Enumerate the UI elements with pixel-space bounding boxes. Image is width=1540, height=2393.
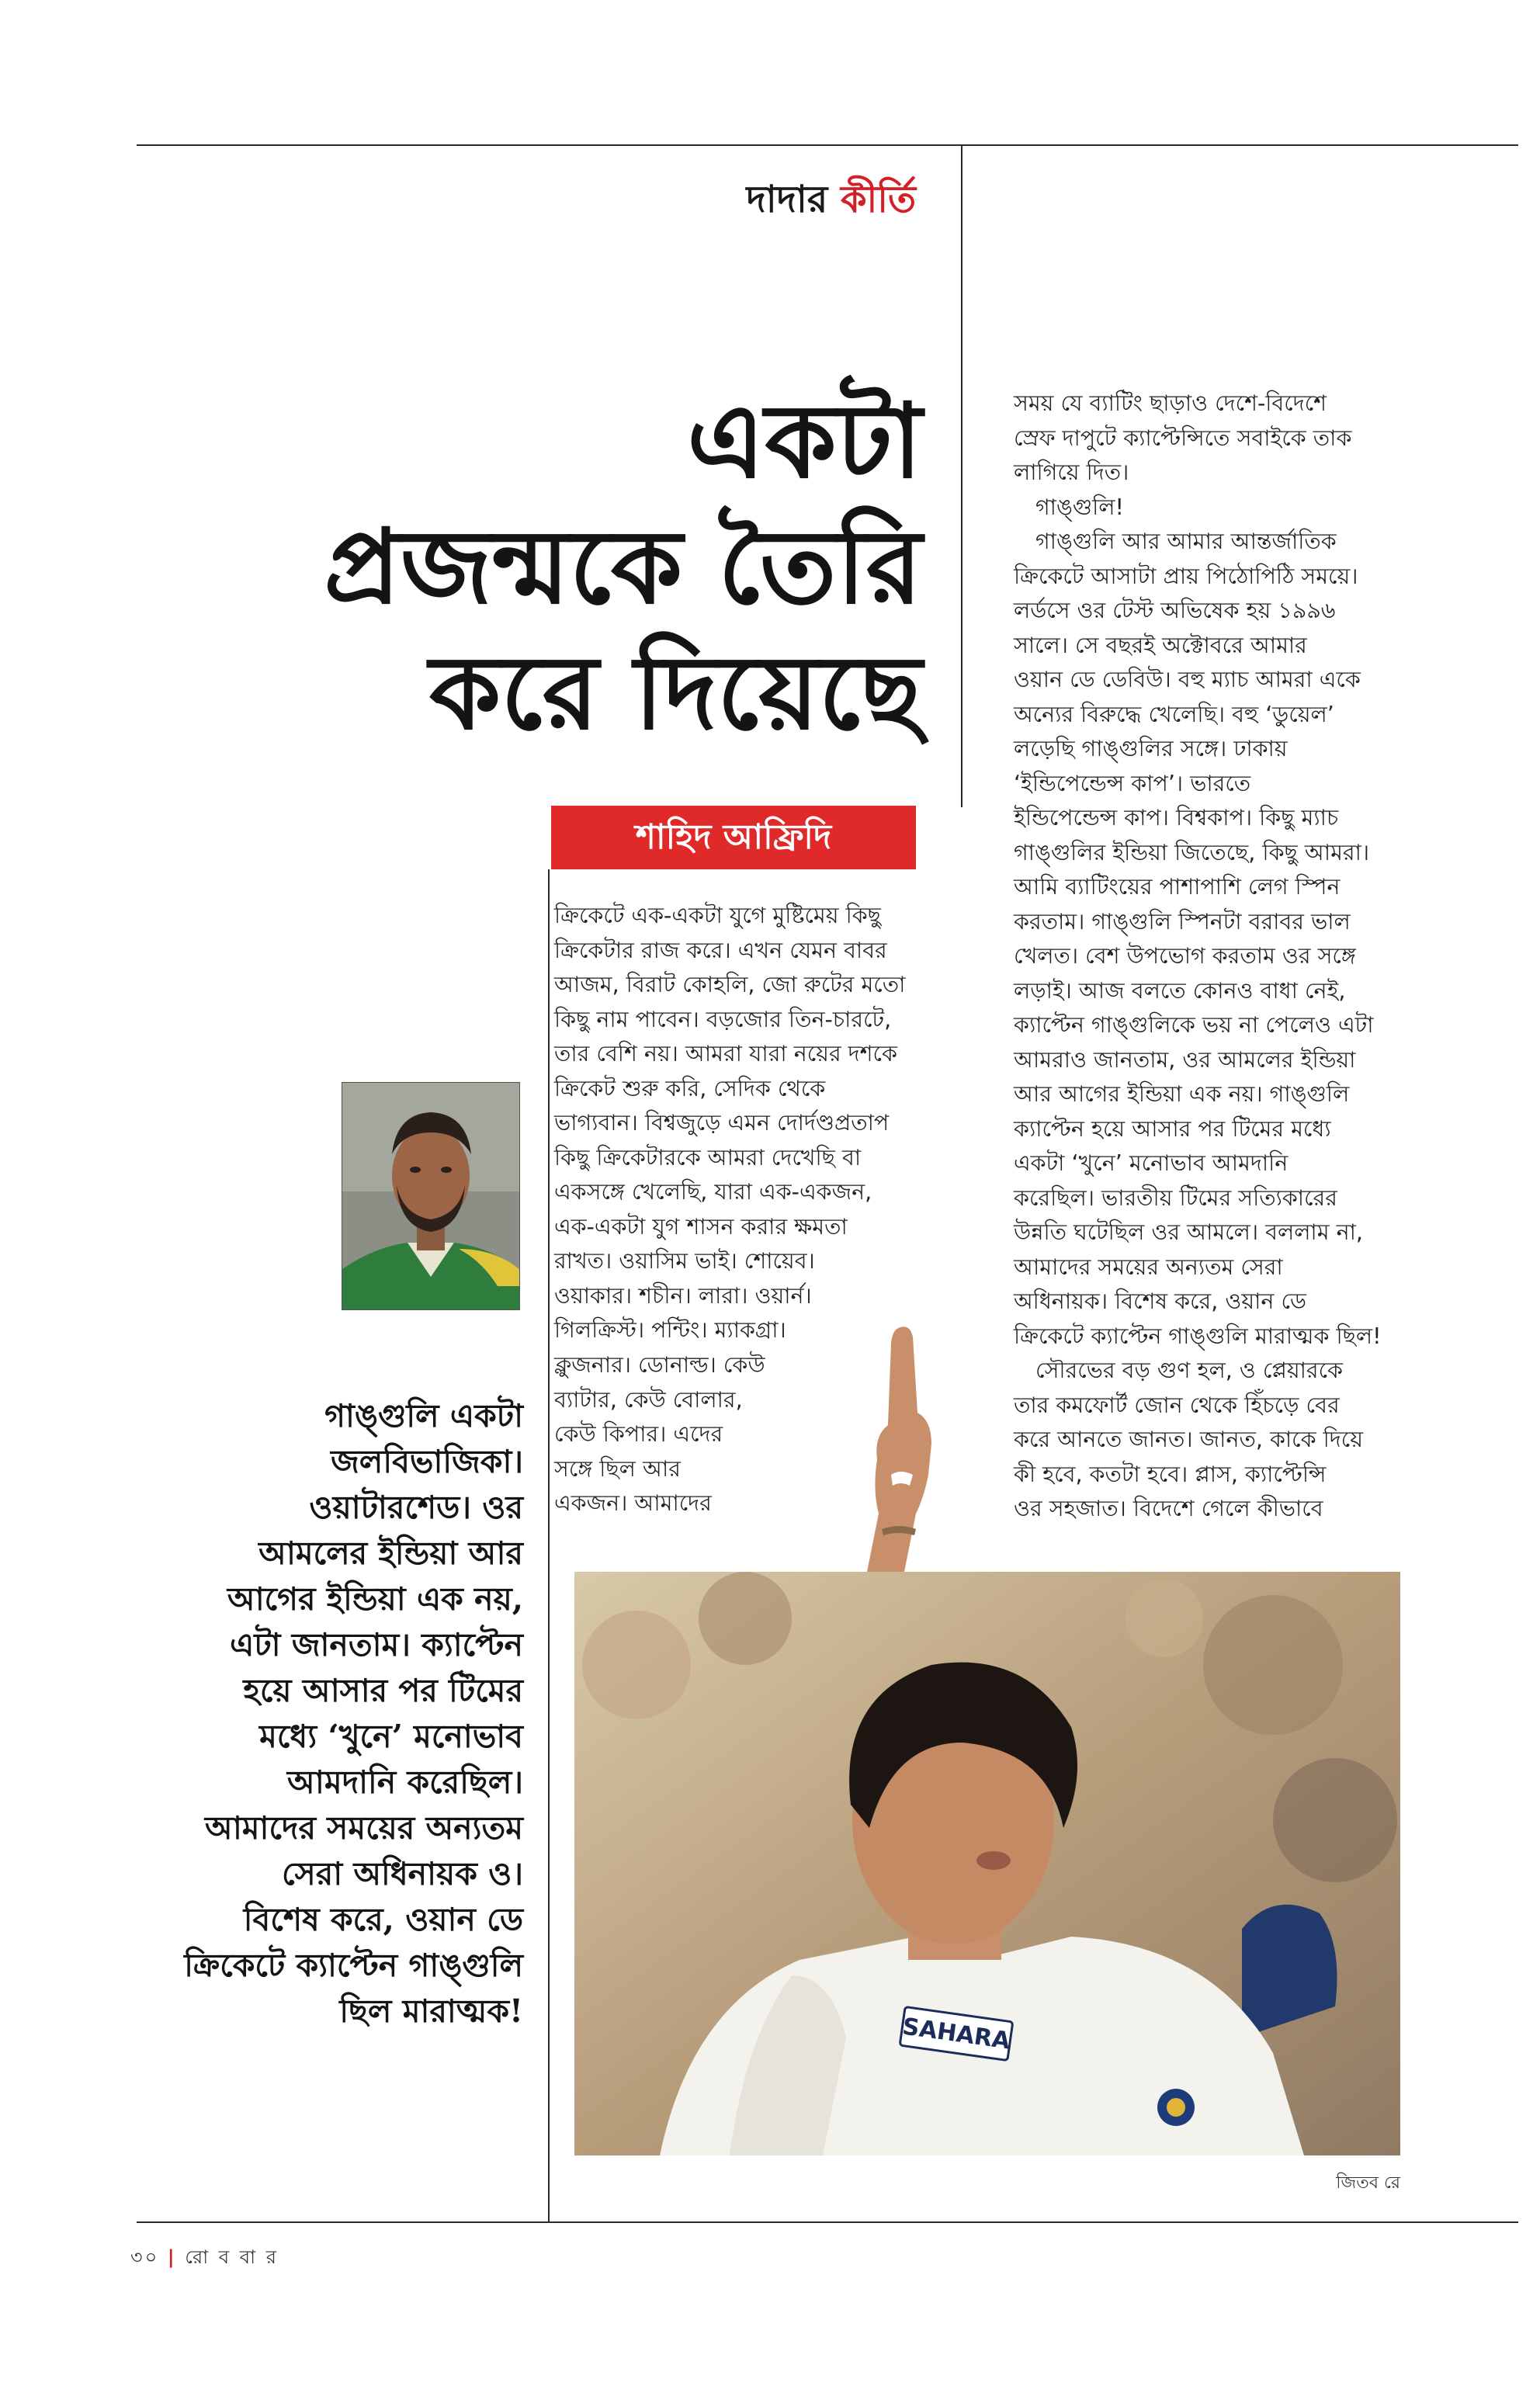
- pull-quote-line: আমাদের সময়ের অন্যতম: [204, 1809, 523, 1847]
- article-line: ক্রিকেটে আসাটা প্রায় পিঠোপিঠি সময়ে।: [1014, 563, 1358, 589]
- article-line: গাঙ্গুলির ইন্ডিয়া জিতেছে, কিছু আমরা।: [1014, 839, 1370, 865]
- pull-quote-line: হয়ে আসার পর টিমের: [243, 1672, 523, 1709]
- ganguly-photo-illustration: [574, 1572, 1400, 2155]
- article-line: এক-একটা যুগ শাসন করার ক্ষমতা: [554, 1213, 848, 1240]
- article-line: উন্নতি ঘটেছিল ওর আমলে। বললাম না,: [1014, 1219, 1363, 1245]
- article-line: লর্ডসে ওর টেস্ট অভিষেক হয় ১৯৯৬: [1014, 598, 1336, 623]
- article-line: আর আগের ইন্ডিয়া এক নয়। গাঙ্গুলি: [1014, 1081, 1350, 1107]
- section-label-part2: কীর্তি: [840, 178, 916, 221]
- article-line: ভাগ্যবান। বিশ্বজুড়ে এমন দোর্দণ্ডপ্রতাপ: [554, 1110, 890, 1136]
- article-line: কী হবে, কতটা হবে। প্লাস, ক্যাপ্টেন্সি: [1014, 1461, 1327, 1487]
- photo-credit: জিতব রে: [1336, 2173, 1400, 2193]
- raised-finger-cutout: [807, 1320, 962, 1576]
- page-footer: [130, 2243, 279, 2274]
- article-line: ওয়াকার। শচীন। লারা। ওয়ার্ন।: [554, 1282, 812, 1309]
- page-number: ৩০: [130, 2246, 160, 2268]
- article-line: একজন। আমাদের: [554, 1490, 712, 1516]
- article-line: তার কমফোর্ট জোন থেকে হিঁচড়ে বের: [1014, 1392, 1340, 1418]
- article-line: ক্রিকেট শুরু করি, সেদিক থেকে: [554, 1075, 826, 1101]
- footer-separator: |: [167, 2246, 177, 2268]
- byline: শাহিদ আফ্রিদি: [551, 806, 916, 869]
- article-line: ক্রিকেটে ক্যাপ্টেন গাঙ্গুলি মারাত্মক ছিল!: [1014, 1323, 1382, 1349]
- section-label: [543, 172, 916, 227]
- article-line: অন্যের বিরুদ্ধে খেলেছি। বহু ‘ডুয়েল’: [1014, 701, 1334, 727]
- pull-quote-line: আমদানি করেছিল।: [287, 1764, 523, 1801]
- article-line: গাঙ্গুলি আর আমার আন্তর্জাতিক: [1035, 529, 1337, 554]
- top-rule: [137, 144, 1518, 146]
- article-line: কিছু ক্রিকেটারকে আমরা দেখেছি বা: [554, 1144, 862, 1170]
- article-line: গিলক্রিস্ট। পন্টিং। ম্যাকগ্রা।: [554, 1317, 786, 1343]
- article-line: স্রেফ দাপুটে ক্যাপ্টেন্সিতে সবাইকে তাক: [1014, 425, 1352, 451]
- author-portrait: [342, 1082, 520, 1310]
- bottom-rule: [137, 2221, 1518, 2223]
- section-label-part1: দাদার: [746, 178, 841, 221]
- article-column-2: [1014, 387, 1402, 1527]
- article-line: আমি ব্যাটিংয়ের পাশাপাশি লেগ স্পিন: [1014, 874, 1341, 900]
- article-line: লড়াই। আজ বলতে কোনও বাধা নেই,: [1014, 977, 1346, 1004]
- article-line: খেলত। বেশ উপভোগ করতাম ওর সঙ্গে: [1014, 943, 1356, 969]
- pull-quote-line: বিশেষ করে, ওয়ান ডে: [243, 1901, 523, 1938]
- portrait-illustration: [342, 1083, 519, 1309]
- article-line: ক্যাপ্টেন গাঙ্গুলিকে ভয় না পেলেও এটা: [1014, 1012, 1374, 1038]
- article-line: আজম, বিরাট কোহলি, জো রুটের মতো: [554, 972, 906, 997]
- article-line: ‘ইন্ডিপেন্ডেন্স কাপ’। ভারতে: [1014, 770, 1251, 796]
- article-line: ইন্ডিপেন্ডেন্স কাপ। বিশ্বকাপ। কিছু ম্যাচ: [1014, 805, 1339, 831]
- article-line: আমাদের সময়ের অন্যতম সেরা: [1014, 1254, 1283, 1280]
- pull-quote-line: জলবিভাজিকা।: [331, 1443, 523, 1480]
- article-line: করতাম। গাঙ্গুলি স্পিনটা বরাবর ভাল: [1014, 908, 1351, 935]
- article-line: ব্যাটার, কেউ বোলার,: [554, 1386, 743, 1413]
- pull-quote-line: আগের ইন্ডিয়া এক নয়,: [227, 1580, 523, 1618]
- pull-quote-line: সেরা অধিনায়ক ও।: [282, 1855, 523, 1892]
- headline-line-2: প্রজন্মকে তৈরি: [324, 507, 922, 627]
- article-line: করে আনতে জানত। জানত, কাকে দিয়ে: [1014, 1427, 1363, 1452]
- pull-quote-line: এটা জানতাম। ক্যাপ্টেন: [230, 1626, 523, 1663]
- article-line: সৌরভের বড় গুণ হল, ও প্লেয়ারকে: [1035, 1358, 1343, 1383]
- article-line: একসঙ্গে খেলেছি, যারা এক-একজন,: [554, 1179, 872, 1205]
- headline: [233, 379, 922, 756]
- main-photo: [574, 1572, 1400, 2155]
- column-divider-lower: [548, 869, 550, 2221]
- article-line: তার বেশি নয়। আমরা যারা নয়ের দশকে: [554, 1041, 897, 1066]
- article-line: ওয়ান ডে ডেবিউ। বহু ম্যাচ আমরা একে: [1014, 667, 1361, 692]
- publication-name: রো ব বা র: [185, 2246, 279, 2268]
- column-divider-upper: [961, 146, 962, 807]
- jersey-sponsor-text: SAHARA: [900, 2013, 1012, 2055]
- article-line: কেউ কিপার। এদের: [554, 1421, 723, 1447]
- article-line: ক্রিকেটার রাজ করে। এখন যেমন বাবর: [554, 937, 887, 963]
- article-line: আমরাও জানতাম, ওর আমলের ইন্ডিয়া: [1014, 1046, 1356, 1073]
- article-line: ক্যাপ্টেন হয়ে আসার পর টিমের মধ্যে: [1014, 1115, 1331, 1142]
- article-line: একটা ‘খুনে’ মনোভাব আমদানি: [1014, 1150, 1289, 1176]
- article-line: লাগিয়ে দিত।: [1014, 460, 1129, 485]
- article-line: সময় যে ব্যাটিং ছাড়াও দেশে-বিদেশে: [1014, 390, 1327, 416]
- pull-quote-line: আমলের ইন্ডিয়া আর: [258, 1535, 523, 1572]
- article-line: কিছু নাম পাবেন। বড়জোর তিন-চারটে,: [554, 1006, 892, 1032]
- headline-line-3: করে দিয়েছে: [429, 633, 922, 753]
- article-line: সালে। সে বছরই অক্টোবরে আমার: [1014, 632, 1307, 658]
- article-line: অধিনায়ক। বিশেষ করে, ওয়ান ডে: [1014, 1288, 1306, 1314]
- pull-quote-line: ক্রিকেটে ক্যাপ্টেন গাঙ্গুলি: [184, 1947, 523, 1984]
- article-line: লড়েছি গাঙ্গুলির সঙ্গে। ঢাকায়: [1014, 736, 1288, 761]
- article-line: গাঙ্গুলি!: [1035, 494, 1124, 520]
- article-line: সঙ্গে ছিল আর: [554, 1455, 681, 1482]
- article-line: রাখত। ওয়াসিম ভাই। শোয়েব।: [554, 1248, 815, 1274]
- pull-quote-line: ওয়াটারশেড। ওর: [309, 1489, 523, 1526]
- article-line: করেছিল। ভারতীয় টিমের সত্যিকারের: [1014, 1184, 1337, 1211]
- article-line: ক্রিকেটে এক-একটা যুগে মুষ্টিমেয় কিছু: [554, 903, 881, 928]
- headline-line-1: একটা: [687, 381, 922, 501]
- pull-quote: [116, 1393, 523, 2034]
- article-column-1: [554, 899, 919, 1348]
- article-line: ক্লুজনার। ডোনাল্ড। কেউ: [554, 1352, 765, 1378]
- article-column-1-wrap: [554, 1348, 787, 1521]
- article-line: ওর সহজাত। বিদেশে গেলে কীভাবে: [1014, 1496, 1323, 1521]
- pull-quote-line: ছিল মারাত্মক!: [339, 1992, 523, 2030]
- pull-quote-line: মধ্যে ‘খুনে’ মনোভাব: [259, 1718, 523, 1755]
- pull-quote-line: গাঙ্গুলি একটা: [324, 1397, 523, 1434]
